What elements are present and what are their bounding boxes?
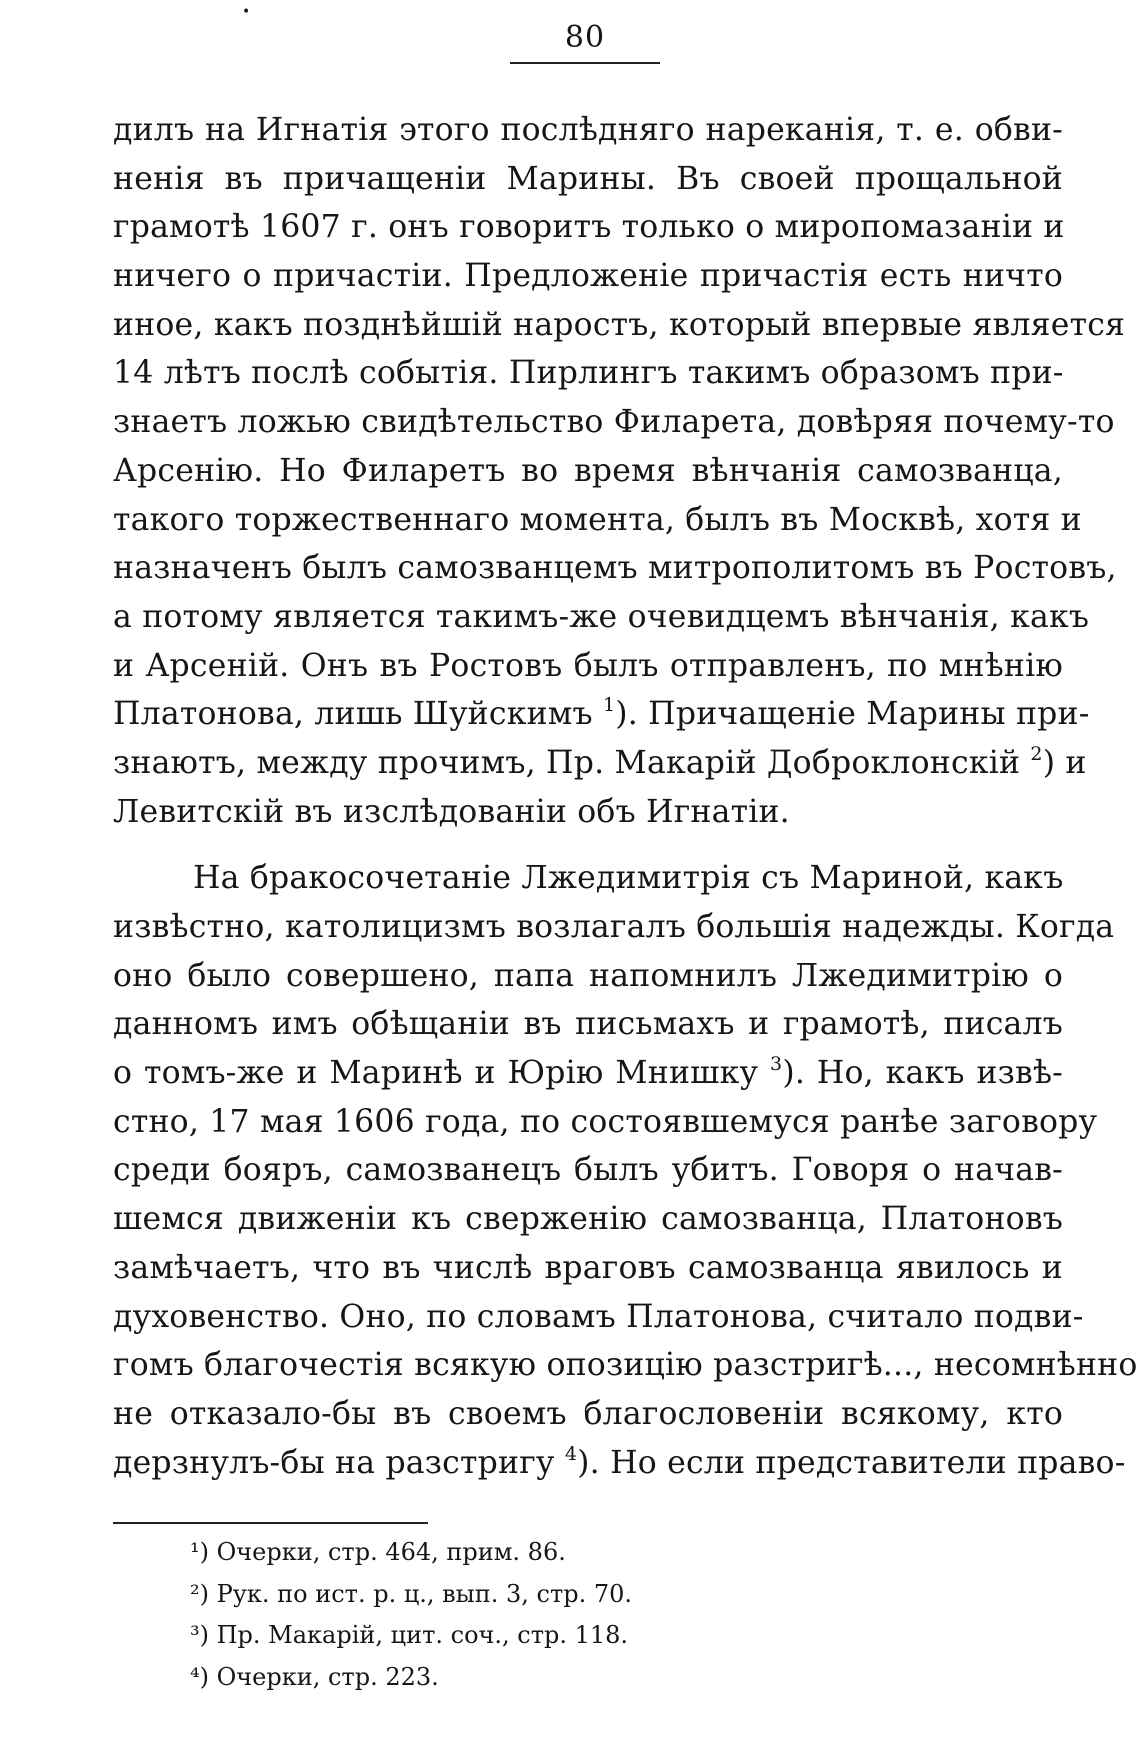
footnote-reference: 2 [1030,742,1043,765]
text-line: знаютъ, между прочимъ, Пр. Макарій Доброклонскій $^2$) и [113,742,1087,781]
text-line: замѣчаетъ, что въ числѣ враговъ самозванца явилось и [113,1249,1063,1286]
footnote [190,1532,890,1574]
text-line: дилъ на Игнатія этого послѣдняго нареканія, т. е. обви- [113,112,1063,148]
footnote-text: Очерки, стр. 464, прим. 86. [216,1538,566,1566]
text-line: данномъ имъ обѣщаніи въ письмахъ и грамотѣ, писалъ [113,1006,1063,1043]
text-line: знаетъ ложью свидѣтельство Филарета, довѣряя почему-то [113,404,1115,441]
text-line: и Арсеній. Онъ въ Ростовъ былъ отправленъ, по мнѣнію [113,647,1063,684]
footnote-text: Очерки, стр. 223. [216,1662,439,1691]
text-line: Левитскій въ изслѣдованіи объ Игнатіи. [113,793,790,830]
text-line: иное, какъ позднѣйшій наростъ, который впервые является [113,306,1126,343]
footnotes [190,1532,890,1698]
text-line: среди бояръ, самозванецъ былъ убитъ. Говоря о начав- [113,1152,1063,1189]
footnote-marker: ²) [190,1579,209,1608]
text-line: а потому является такимъ-же очевидцемъ вѣнчанія, какъ [113,598,1090,635]
body-text [113,106,1138,1487]
footnote-rule [113,1522,428,1524]
footnote [190,1574,890,1616]
print-speck: • [242,4,251,20]
footnote-marker: ³) [190,1621,209,1649]
text-line: На бракосочетаніе Лжедимитрія съ Мариной, какъ [193,860,1064,897]
footnote-marker: ⁴) [190,1662,209,1691]
text-line: дерзнулъ-бы на разстригу $^4$). Но если представители право- [113,1442,1126,1481]
text-line: шемся движеніи къ сверженію самозванца, Платоновъ [113,1201,1063,1238]
text-line: Арсенію. Но Филаретъ во время вѣнчанія самозванца, [113,452,1063,489]
footnote-reference: 4 [564,1442,578,1465]
footnote-text: Рук. по ист. р. ц., вып. 3, стр. 70. [216,1579,633,1608]
text-line: такого торжественнаго момента, былъ въ Москвѣ, хотя и [113,501,1082,538]
footnote-reference: 1 [602,694,616,717]
text-line: духовенство. Оно, по словамъ Платонова, считало подви- [113,1298,1084,1335]
text-line: не отказало-бы въ своемъ благословеніи всякому, кто [113,1395,1063,1432]
text-line: назначенъ былъ самозванцемъ митрополитомъ въ Ростовъ, [113,550,1117,587]
footnote [190,1657,890,1699]
text-line: о томъ-же и Маринѣ и Юрію Мнишку $^3$). Но, какъ извѣ- [113,1053,1063,1092]
footnote-text: Пр. Макарій, цит. соч., стр. 118. [216,1621,629,1649]
text-line: ненія въ причащеніи Марины. Въ своей прощальной [113,160,1063,197]
footnote-reference: 3 [770,1053,783,1076]
footnote [190,1615,890,1657]
text-line: грамотѣ 1607 г. онъ говоритъ только о миропомазаніи и [113,209,1065,246]
page-number: 80 [564,20,606,55]
text-line: ничего о причастіи. Предложеніе причастія есть ничто [113,258,1063,295]
text-line: извѣстно, католицизмъ возлагалъ большія надежды. Когда [113,909,1115,945]
page-number-rule [510,62,660,64]
text-line: 14 лѣтъ послѣ событія. Пирлингъ такимъ образомъ при- [113,355,1064,392]
text-line: стно, 17 мая 1606 года, по состоявшемуся ранѣе заговору [113,1103,1098,1140]
text-line: Платонова, лишь Шуйскимъ $^1$). Причащеніе Марины при- [113,694,1090,733]
text-line: гомъ благочестія всякую опозицію разстригѣ..., несомнѣнно [113,1347,1138,1384]
footnote-marker: ¹) [190,1538,209,1566]
text-line: оно было совершено, папа напомнилъ Лжедимитрію о [113,957,1063,994]
